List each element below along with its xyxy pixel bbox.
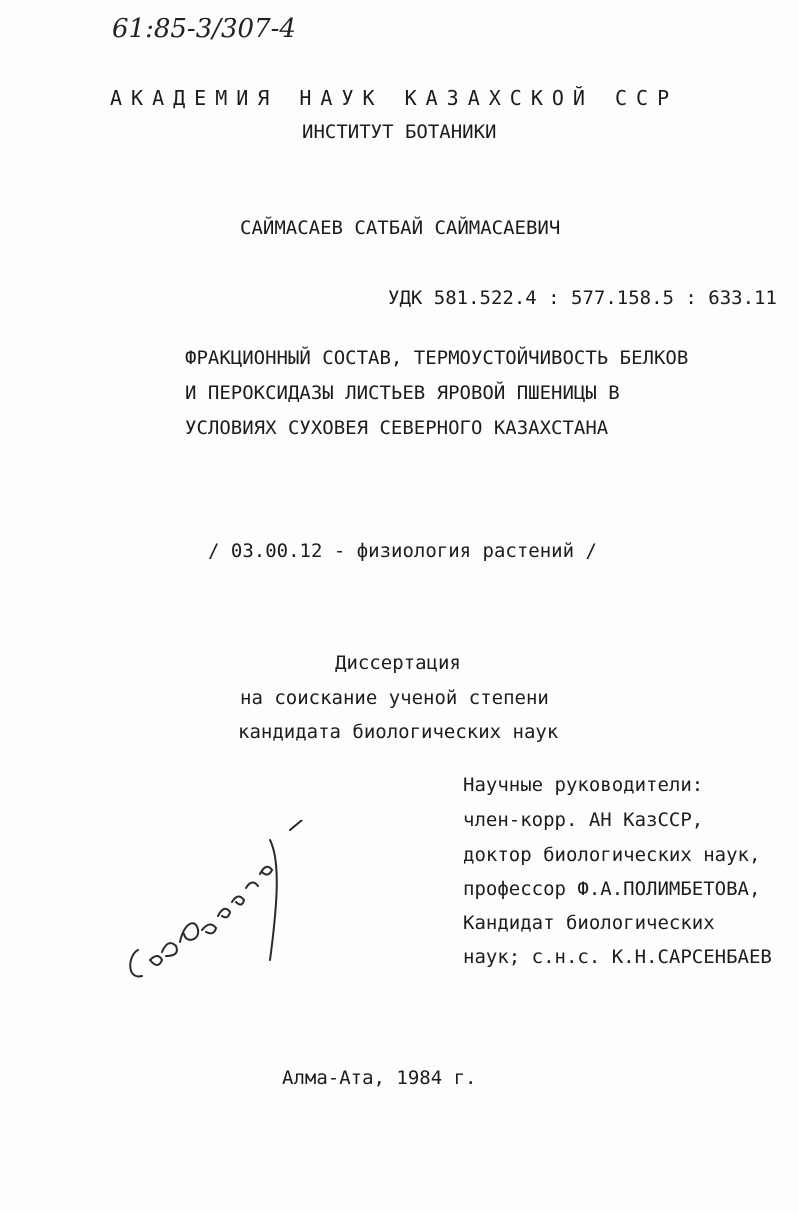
supervisors-line-2: член-корр. АН КазССР, [463, 809, 704, 831]
supervisors-line-5: Кандидат биологических [463, 912, 715, 934]
institute-name: ИНСТИТУТ БОТАНИКИ [302, 121, 497, 143]
academy-name: АКАДЕМИЯ НАУК КАЗАХСКОЙ ССР [110, 86, 679, 110]
supervisors-line-6: наук; с.н.с. К.Н.САРСЕНБАЕВ [463, 946, 772, 968]
dissertation-line-1: Диссертация [335, 652, 461, 674]
title-line-2: И ПЕРОКСИДАЗЫ ЛИСТЬЕВ ЯРОВОЙ ПШЕНИЦЫ В [185, 382, 620, 404]
archive-number: 61:85-3/307-4 [112, 14, 296, 44]
title-line-3: УСЛОВИЯХ СУХОВЕЯ СЕВЕРНОГО КАЗАХСТАНА [185, 417, 609, 439]
signature [110, 820, 330, 990]
dissertation-line-3: кандидата биологических наук [238, 721, 559, 743]
udk-code: УДК 581.522.4 : 577.158.5 : 633.11 [388, 287, 777, 309]
author-name: САЙМАСАЕВ САТБАЙ САЙМАСАЕВИЧ [240, 217, 561, 239]
place-and-year: Алма-Ата, 1984 г. [282, 1067, 477, 1089]
dissertation-line-2: на соискание ученой степени [240, 687, 549, 709]
title-line-1: ФРАКЦИОННЫЙ СОСТАВ, ТЕРМОУСТОЙЧИВОСТЬ БЕЛКОВ [185, 347, 689, 369]
specialty: / 03.00.12 - физиология растений / [208, 540, 597, 562]
supervisors-line-1: Научные руководители: [463, 774, 704, 796]
supervisors-line-3: доктор биологических наук, [463, 844, 761, 866]
supervisors-line-4: профессор Ф.А.ПОЛИМБЕТОВА, [463, 878, 761, 900]
